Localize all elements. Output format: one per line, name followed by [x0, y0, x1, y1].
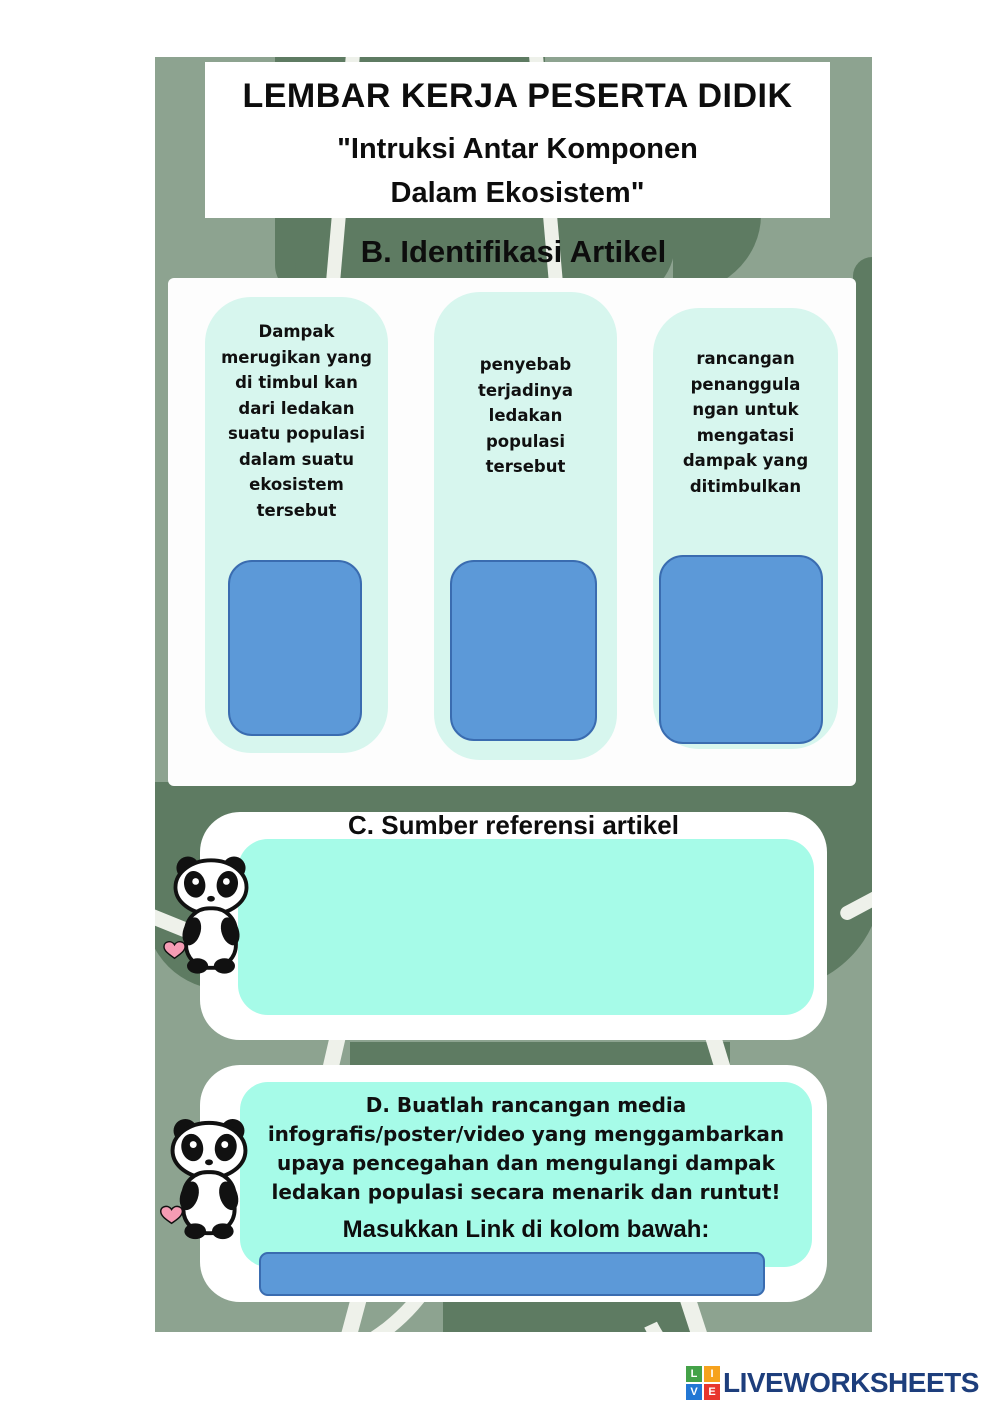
instruction-line: upaya pencegahan dan mengulangi dampak: [277, 1151, 775, 1175]
answer-input-dampak[interactable]: [228, 560, 362, 736]
logo-square-i: I: [704, 1366, 720, 1382]
section-d-instructions: [250, 1091, 802, 1207]
logo-square-l: L: [686, 1366, 702, 1382]
page-title: LEMBAR KERJA PESERTA DIDIK: [242, 77, 793, 115]
reference-answer-input[interactable]: [238, 839, 814, 1015]
logo-square-e: E: [704, 1384, 720, 1400]
answer-input-penyebab[interactable]: [450, 560, 597, 741]
liveworksheets-logo-icon: [686, 1366, 720, 1400]
link-input[interactable]: [259, 1252, 765, 1296]
column-prompt-text: rancangan penanggula ngan untuk mengatasi dampak yang ditimbulkan: [682, 349, 809, 496]
instruction-line: ledakan populasi secara menarik dan runtut!: [271, 1180, 781, 1204]
title-box: [205, 62, 830, 218]
link-field-label: Masukkan Link di kolom bawah:: [342, 1216, 710, 1243]
instruction-line: infografis/poster/video yang menggambarkan: [267, 1122, 785, 1146]
column-prompt-text: Dampak merugikan yang di timbul kan dari ledakan suatu populasi dalam suatu ekosistem tersebut: [221, 322, 372, 520]
answer-input-rancangan[interactable]: [659, 555, 823, 744]
panda-illustration-icon: [158, 1115, 260, 1245]
panda-illustration-icon: [163, 852, 259, 980]
logo-square-v: V: [686, 1384, 702, 1400]
page-subtitle: [205, 128, 830, 215]
section-b-heading: B. Identifikasi Artikel: [360, 234, 667, 269]
page-subtitle-line1: "Intruksi Antar Komponen: [337, 133, 698, 165]
section-c-heading: C. Sumber referensi artikel: [348, 810, 679, 840]
page-subtitle-line2: Dalam Ekosistem": [390, 176, 645, 209]
liveworksheets-logo-text: LIVEWORKSHEETS: [723, 1367, 979, 1398]
liveworksheets-logo[interactable]: [686, 1366, 979, 1400]
column-prompt-text: penyebab terjadinya ledakan populasi tersebut: [477, 355, 574, 477]
instruction-line: D. Buatlah rancangan media: [365, 1093, 687, 1117]
